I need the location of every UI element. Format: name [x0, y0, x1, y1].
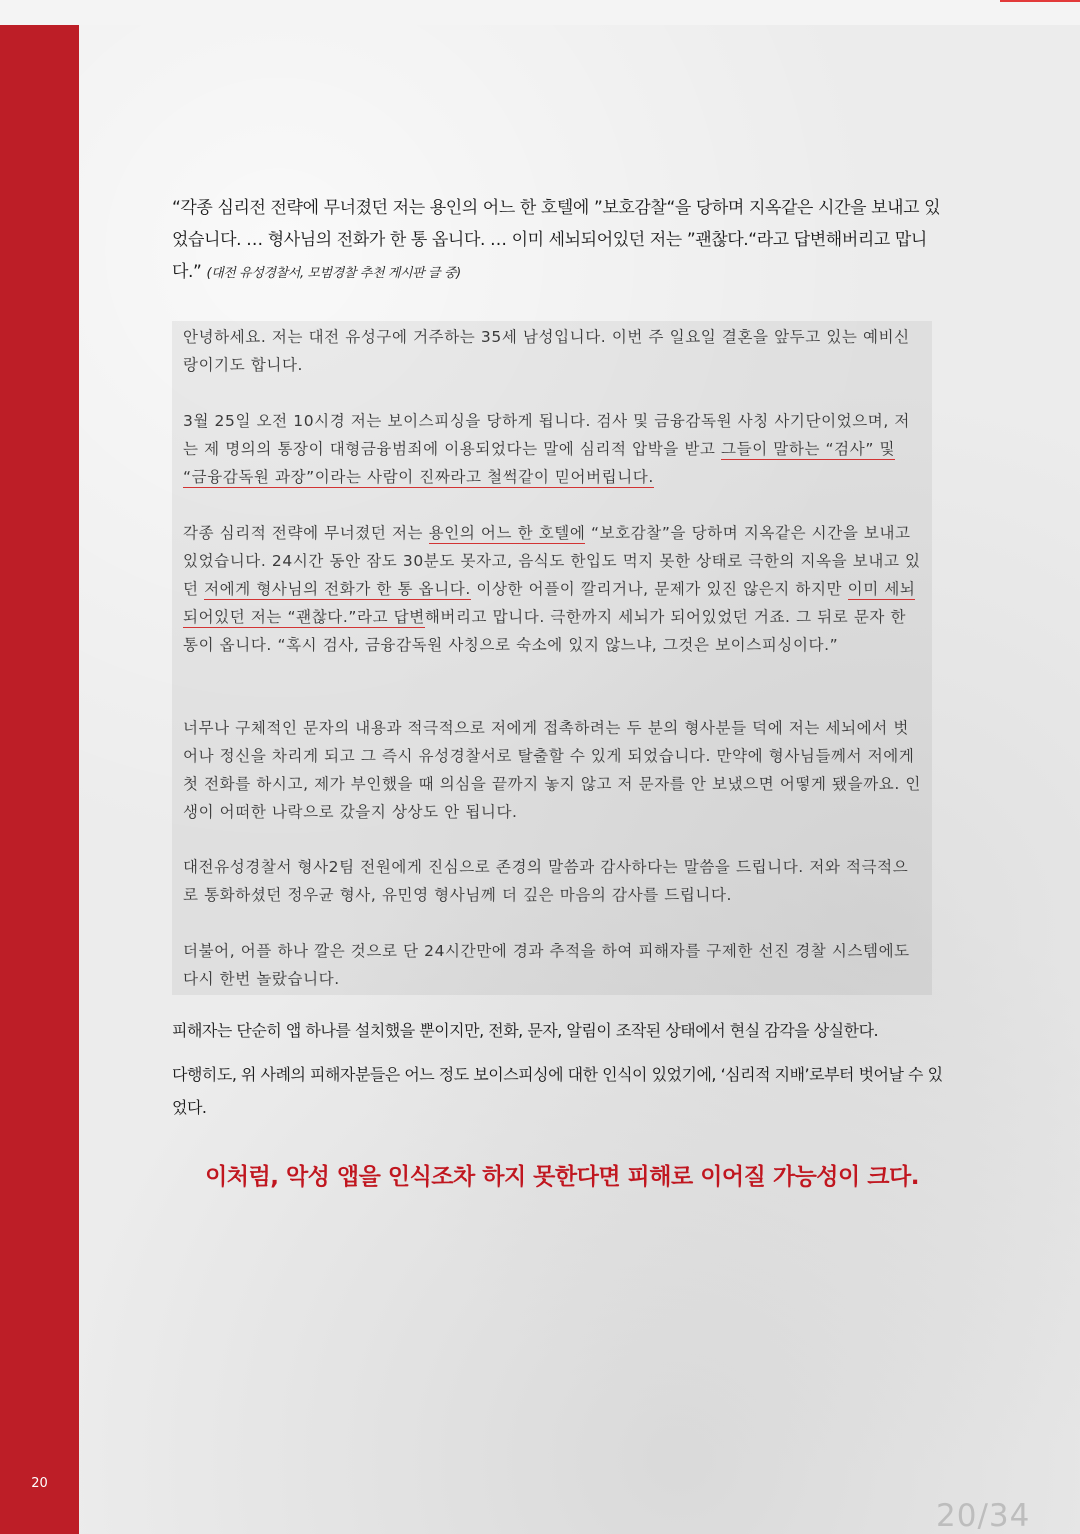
- letter-paragraph-3: [183, 519, 923, 659]
- quote-text: “각종 심리전 전략에 무너졌던 저는 용인의 어느 한 호텔에 ”보호감찰“을 당하며 지옥같은 시간을 보내고 있었습니다. … 형사님의 전화가 한 통 옵니다. … 이미 세뇌되어있던 저는 ”괜찮다.“라고 답변해버리고 맙니다.”: [172, 198, 941, 282]
- body-paragraph-2: 다행히도, 위 사례의 피해자분들은 어느 정도 보이스피싱에 대한 인식이 있었기에, ‘심리적 지배’로부터 벗어날 수 있었다.: [172, 1065, 943, 1117]
- letter-paragraph-5: 대전유성경찰서 형사2팀 전원에게 진심으로 존경의 말씀과 감사하다는 말씀을 드립니다. 저와 적극적으로 통화하셨던 정우균 형사, 유민영 형사님께 더 깊은 마음의 감사를 드립니다.: [183, 858, 909, 904]
- underlined-highlight: 저에게 형사님의 전화가 한 통 옵니다.: [204, 580, 471, 598]
- letter-paragraph-3-text: 각종 심리적 전략에 무너졌던 저는: [183, 524, 429, 542]
- body-paragraph-1: 피해자는 단순히 앱 하나를 설치했을 뿐이지만, 전화, 문자, 알림이 조작된 상태에서 현실 감각을 상실한다.: [172, 1021, 879, 1040]
- letter-paragraph-3-text: 이상한 어플이 깔리거나, 문제가 있진 않은지 하지만: [470, 580, 848, 598]
- quote-source: (대전 유성경찰서, 모범경찰 추천 게시판 글 중): [206, 266, 461, 281]
- letter-paragraph-6: 더불어, 어플 하나 깔은 것으로 단 24시간만에 경과 추적을 하여 피해자를 구제한 선진 경찰 시스템에도 다시 한번 놀랐습니다.: [183, 942, 910, 988]
- letter-paragraph-2-text: 3월 25일 오전 10시경 저는 보이스피싱을 당하게 됩니다. 검사 및 금융감독원 사칭 사기단이었으며, 저는 제 명의의 통장이 대형금융범죄에 이용되었다는 말에 심리적 압박을 받고: [183, 412, 910, 458]
- top-bar-accent: [1000, 0, 1080, 2]
- headline-callout: 이처럼, 악성 앱을 인식조차 하지 못한다면 피해로 이어질 가능성이 크다.: [205, 1164, 919, 1190]
- top-bar: [0, 0, 1080, 26]
- letter-paragraph-1: 안녕하세요. 저는 대전 유성구에 거주하는 35세 남성입니다. 이번 주 일요일 결혼을 앞두고 있는 예비신랑이기도 합니다.: [183, 328, 910, 374]
- letter-paragraph-2: [183, 407, 923, 491]
- underlined-highlight: 그들이 말하는 “검사” 및 “금융감독원 과장”이라는 사람이 진짜라고 철썩같이 믿어버립니다.: [183, 440, 896, 486]
- letter-paragraph-4: 너무나 구체적인 문자의 내용과 적극적으로 저에게 접촉하려는 두 분의 형사분들 덕에 저는 세뇌에서 벗어나 정신을 차리게 되고 그 즉시 유성경찰서로 탈출할 수 있게 되었습니다. 만약에 형사님들께서 저에게 첫 전화를 하시고, 제가 부인했을 때 의심을 끝까지 놓지 않고 저 문자를 안 보냈으면 어떻게 됐을까요. 인생이 어떠한 나락으로 갔을지 상상도 안 됩니다.: [183, 719, 921, 821]
- letter-paragraph-3-text: 해버리고 맙니다. 극한까지 세뇌가 되어있었던 거죠. 그 뒤로 문자 한 통이 옵니다. “혹시 검사, 금융감독원 사칭으로 숙소에 있지 않느냐, 그것은 보이스피싱이다.”: [183, 608, 907, 654]
- underlined-highlight: 이미 세뇌되어있던 저는 “괜찮다.”라고 답변: [183, 580, 916, 626]
- page-counter: 20/34: [936, 1498, 1031, 1534]
- page-number: 20: [31, 1476, 48, 1491]
- underlined-highlight: 용인의 어느 한 호텔에: [428, 524, 586, 542]
- letter-paragraph-3-text: “보호감찰”을 당하며 지옥같은 시간을 보내고 있었습니다. 24시간 동안 잠도 30분도 못자고, 음식도 한입도 먹지 못한 상태로 극한의 지옥을 보내고 있던: [183, 524, 921, 598]
- quote-block: [172, 192, 947, 290]
- red-sidebar: [0, 25, 79, 1534]
